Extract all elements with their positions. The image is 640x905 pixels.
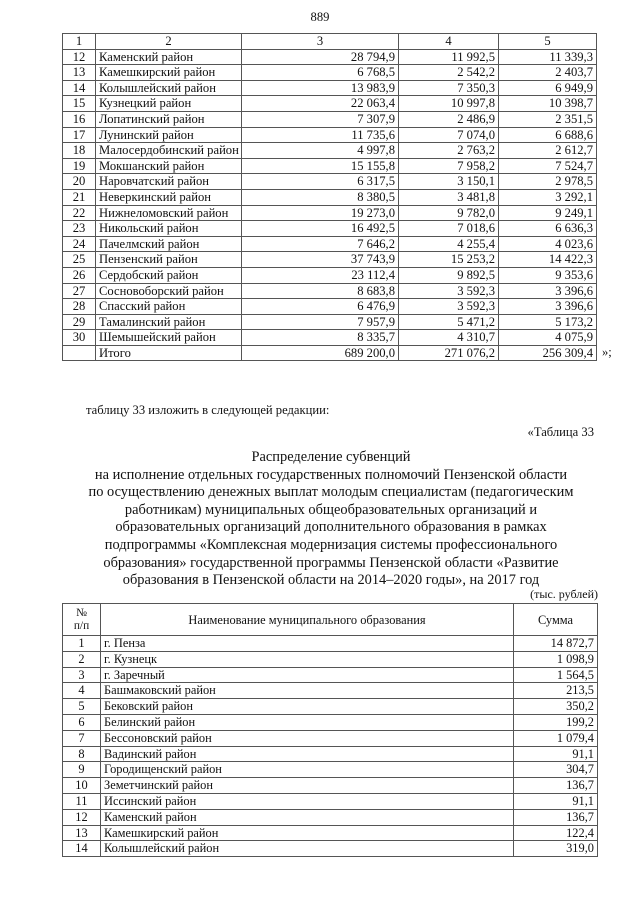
value-col4: 7 018,6: [399, 221, 499, 237]
district-name: Пачелмский район: [96, 236, 242, 252]
district-name: Шемышейский район: [96, 330, 242, 346]
row-number: 23: [63, 221, 96, 237]
row-number: 13: [63, 825, 101, 841]
title-line: по осуществлению денежных выплат молодым специалистам (педагогическим: [88, 484, 574, 501]
row-number: 25: [63, 252, 96, 268]
table-row: [63, 683, 598, 699]
value-col4: 2 542,2: [399, 65, 499, 81]
title-line: образования» государственной программы Пензенской области «Развитие: [103, 554, 559, 571]
value-col4: 3 481,8: [399, 189, 499, 205]
total-col3: 689 200,0: [242, 345, 399, 361]
table-row: [63, 205, 597, 221]
table-row: [63, 283, 597, 299]
value-col3: 11 735,6: [242, 127, 399, 143]
column-number: 5: [499, 34, 597, 50]
value-col4: 7 958,2: [399, 158, 499, 174]
row-number: 30: [63, 330, 96, 346]
value-col5: 2 351,5: [499, 111, 597, 127]
district-name: Колышлейский район: [96, 80, 242, 96]
title-line: подпрограммы «Комплексная модернизация системы профессионального: [104, 536, 558, 553]
value-col5: 2 403,7: [499, 65, 597, 81]
amount: 304,7: [514, 762, 598, 778]
district-name: Лунинский район: [96, 127, 242, 143]
table-row: [63, 330, 597, 346]
table-row: [63, 299, 597, 315]
value-col3: 7 646,2: [242, 236, 399, 252]
column-number: 2: [96, 34, 242, 50]
amount: 319,0: [514, 841, 598, 857]
value-col4: 5 471,2: [399, 314, 499, 330]
value-col5: 11 339,3: [499, 49, 597, 65]
row-number: 2: [63, 651, 101, 667]
table-row: [63, 841, 598, 857]
row-number: 9: [63, 762, 101, 778]
amount: 213,5: [514, 683, 598, 699]
row-number: 15: [63, 96, 96, 112]
amount: 1 564,5: [514, 667, 598, 683]
amount: 350,2: [514, 699, 598, 715]
closing-quote-mark: »;: [602, 345, 612, 359]
district-name: Неверкинский район: [96, 189, 242, 205]
value-col3: 8 335,7: [242, 330, 399, 346]
header-row: [63, 604, 598, 636]
value-col3: 13 983,9: [242, 80, 399, 96]
column-number: 1: [63, 34, 96, 50]
table-title: [62, 449, 600, 590]
municipality-name: Каменский район: [101, 809, 514, 825]
table-row: [63, 127, 597, 143]
header-number-abbr: п/п: [73, 619, 90, 632]
row-number: 4: [63, 683, 101, 699]
municipality-name: Иссинский район: [101, 793, 514, 809]
table-row: [63, 252, 597, 268]
value-col5: 4 075,9: [499, 330, 597, 346]
row-number: 11: [63, 793, 101, 809]
value-col3: 6 317,5: [242, 174, 399, 190]
municipality-name: Вадинский район: [101, 746, 514, 762]
units-label: (тыс. рублей): [530, 587, 598, 601]
value-col4: 4 310,7: [399, 330, 499, 346]
row-number: 12: [63, 809, 101, 825]
value-col3: 22 063,4: [242, 96, 399, 112]
district-name: Камешкирский район: [96, 65, 242, 81]
instruction-text: таблицу 33 изложить в следующей редакции:: [86, 403, 330, 417]
row-number: 14: [63, 841, 101, 857]
value-col3: 28 794,9: [242, 49, 399, 65]
district-name: Спасский район: [96, 299, 242, 315]
value-col4: 4 255,4: [399, 236, 499, 252]
value-col4: 11 992,5: [399, 49, 499, 65]
value-col3: 16 492,5: [242, 221, 399, 237]
title-line: на исполнение отдельных государственных полномочий Пензенской области: [94, 466, 568, 483]
value-col5: 4 023,6: [499, 236, 597, 252]
title-line: образования в Пензенской области на 2014–2020 годы», на 2017 год: [122, 572, 540, 589]
table-row: [63, 49, 597, 65]
district-name: Наровчатский район: [96, 174, 242, 190]
value-col5: 3 292,1: [499, 189, 597, 205]
value-col5: 3 396,6: [499, 283, 597, 299]
row-number: 27: [63, 283, 96, 299]
table-row: [63, 825, 598, 841]
table-row: [63, 746, 598, 762]
municipality-name: г. Кузнецк: [101, 651, 514, 667]
row-number: 24: [63, 236, 96, 252]
title-line: работникам) муниципальных общеобразовательных организаций и: [124, 501, 538, 518]
value-col4: 7 350,3: [399, 80, 499, 96]
table-row: [63, 158, 597, 174]
amount: 136,7: [514, 809, 598, 825]
row-number: 21: [63, 189, 96, 205]
value-col4: 10 997,8: [399, 96, 499, 112]
row-number: 28: [63, 299, 96, 315]
value-col5: 5 173,2: [499, 314, 597, 330]
row-number: 20: [63, 174, 96, 190]
table-row: [63, 189, 597, 205]
total-label: Итого: [96, 345, 242, 361]
municipality-name: г. Пенза: [101, 636, 514, 652]
municipality-name: Башмаковский район: [101, 683, 514, 699]
row-number: 26: [63, 267, 96, 283]
value-col3: 7 307,9: [242, 111, 399, 127]
value-col3: 4 997,8: [242, 143, 399, 159]
table-row: [63, 314, 597, 330]
district-name: Никольский район: [96, 221, 242, 237]
table-33: [62, 603, 598, 857]
value-col4: 15 253,2: [399, 252, 499, 268]
value-col4: 2 486,9: [399, 111, 499, 127]
value-col4: 2 763,2: [399, 143, 499, 159]
value-col5: 2 612,7: [499, 143, 597, 159]
value-col3: 15 155,8: [242, 158, 399, 174]
municipality-name: Земетчинский район: [101, 778, 514, 794]
row-number: 1: [63, 636, 101, 652]
previous-table: [62, 33, 597, 361]
table-row: [63, 267, 597, 283]
header-sum: Сумма: [514, 604, 598, 636]
table-row: [63, 730, 598, 746]
row-number: 12: [63, 49, 96, 65]
value-col4: 9 782,0: [399, 205, 499, 221]
amount: 122,4: [514, 825, 598, 841]
total-row: [63, 345, 597, 361]
value-col4: 7 074,0: [399, 127, 499, 143]
table-row: [63, 236, 597, 252]
row-number: 14: [63, 80, 96, 96]
amount: 91,1: [514, 793, 598, 809]
table-row: [63, 143, 597, 159]
value-col4: 3 592,3: [399, 299, 499, 315]
value-col3: 8 380,5: [242, 189, 399, 205]
table-row: [63, 762, 598, 778]
value-col5: 6 636,3: [499, 221, 597, 237]
total-col5: 256 309,4: [499, 345, 597, 361]
district-name: Мокшанский район: [96, 158, 242, 174]
row-number: 16: [63, 111, 96, 127]
district-name: Пензенский район: [96, 252, 242, 268]
row-number: 7: [63, 730, 101, 746]
municipality-name: Колышлейский район: [101, 841, 514, 857]
value-col4: 3 150,1: [399, 174, 499, 190]
total-number: [63, 345, 96, 361]
value-col4: 9 892,5: [399, 267, 499, 283]
row-number: 3: [63, 667, 101, 683]
value-col3: 8 683,8: [242, 283, 399, 299]
value-col3: 23 112,4: [242, 267, 399, 283]
column-number-row: [63, 34, 597, 50]
total-col4: 271 076,2: [399, 345, 499, 361]
value-col5: 10 398,7: [499, 96, 597, 112]
district-name: Сердобский район: [96, 267, 242, 283]
table-label: «Таблица 33: [527, 425, 594, 439]
value-col5: 6 949,9: [499, 80, 597, 96]
row-number: 29: [63, 314, 96, 330]
amount: 91,1: [514, 746, 598, 762]
row-number: 6: [63, 714, 101, 730]
value-col5: 6 688,6: [499, 127, 597, 143]
municipality-name: Камешкирский район: [101, 825, 514, 841]
row-number: 22: [63, 205, 96, 221]
municipality-name: Белинский район: [101, 714, 514, 730]
row-number: 17: [63, 127, 96, 143]
table-row: [63, 667, 598, 683]
value-col5: 3 396,6: [499, 299, 597, 315]
row-number: 13: [63, 65, 96, 81]
district-name: Тамалинский район: [96, 314, 242, 330]
header-number: [63, 604, 101, 636]
header-name: Наименование муниципального образования: [101, 604, 514, 636]
amount: 1 098,9: [514, 651, 598, 667]
value-col5: 9 249,1: [499, 205, 597, 221]
table-row: [63, 778, 598, 794]
table-row: [63, 96, 597, 112]
municipality-name: г. Заречный: [101, 667, 514, 683]
title-line: Распределение субвенций: [251, 449, 411, 465]
table-row: [63, 65, 597, 81]
table-row: [63, 809, 598, 825]
municipality-name: Бессоновский район: [101, 730, 514, 746]
column-number: 3: [242, 34, 399, 50]
table-row: [63, 793, 598, 809]
row-number: 8: [63, 746, 101, 762]
district-name: Кузнецкий район: [96, 96, 242, 112]
amount: 199,2: [514, 714, 598, 730]
row-number: 18: [63, 143, 96, 159]
table-row: [63, 651, 598, 667]
row-number: 10: [63, 778, 101, 794]
amount: 136,7: [514, 778, 598, 794]
value-col5: 7 524,7: [499, 158, 597, 174]
table-row: [63, 174, 597, 190]
row-number: 5: [63, 699, 101, 715]
title-line: образовательных организаций дополнительного образования в рамках: [115, 519, 547, 536]
header-number-symbol: №: [76, 606, 87, 619]
table-row: [63, 221, 597, 237]
value-col3: 6 768,5: [242, 65, 399, 81]
amount: 14 872,7: [514, 636, 598, 652]
value-col3: 19 273,0: [242, 205, 399, 221]
table-row: [63, 636, 598, 652]
municipality-name: Бековский район: [101, 699, 514, 715]
district-name: Каменский район: [96, 49, 242, 65]
value-col5: 9 353,6: [499, 267, 597, 283]
municipality-name: Городищенский район: [101, 762, 514, 778]
table-row: [63, 714, 598, 730]
district-name: Лопатинский район: [96, 111, 242, 127]
district-name: Сосновоборский район: [96, 283, 242, 299]
value-col3: 7 957,9: [242, 314, 399, 330]
district-name: Нижнеломовский район: [96, 205, 242, 221]
value-col5: 2 978,5: [499, 174, 597, 190]
table-row: [63, 699, 598, 715]
value-col4: 3 592,3: [399, 283, 499, 299]
page-number: 889: [310, 10, 330, 24]
table-row: [63, 111, 597, 127]
row-number: 19: [63, 158, 96, 174]
value-col5: 14 422,3: [499, 252, 597, 268]
value-col3: 6 476,9: [242, 299, 399, 315]
column-number: 4: [399, 34, 499, 50]
district-name: Малосердобинский район: [96, 143, 242, 159]
table-row: [63, 80, 597, 96]
amount: 1 079,4: [514, 730, 598, 746]
value-col3: 37 743,9: [242, 252, 399, 268]
